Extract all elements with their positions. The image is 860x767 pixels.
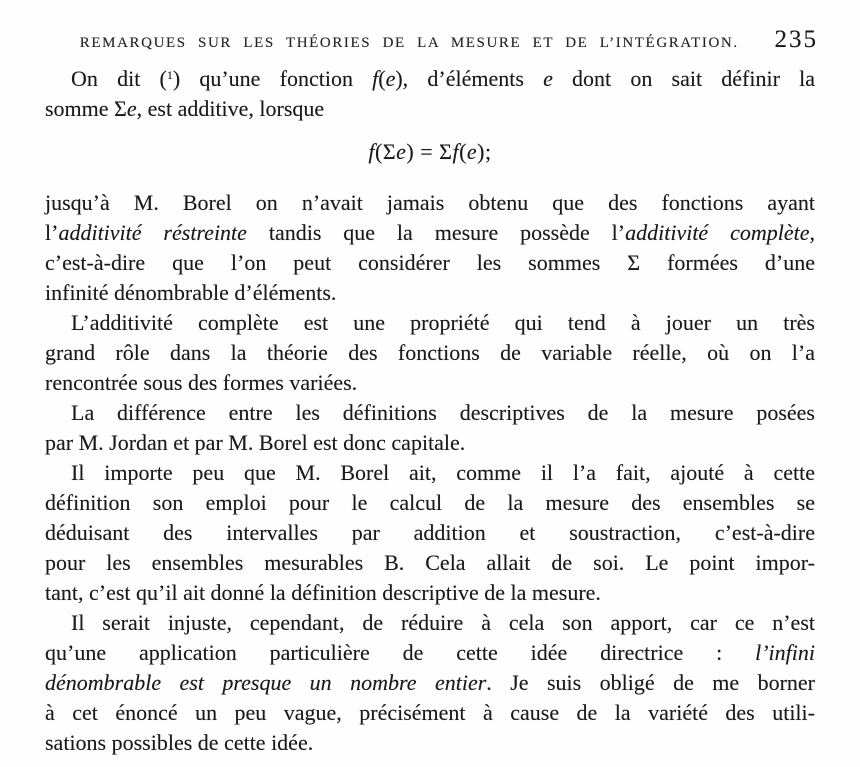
text-run: Il serait injuste, cependant, de réduire à cela son apport, car ce n’est [71,610,815,635]
text-line [45,278,815,308]
text-run: (Σ [375,139,397,164]
text-line [45,548,815,578]
text-run: par M. Jordan et par M. Borel est donc capitale. [45,430,466,455]
text-line [45,338,815,368]
italic-text-run: e [385,66,396,91]
text-line [45,728,815,758]
paragraph-propriete [45,308,815,398]
italic-text-run: dénombrable est presque un nombre entier [45,670,487,695]
text-run: ), d’éléments [395,66,544,91]
text-run: ( [459,139,467,164]
italic-text-run: additivité complète [625,220,810,245]
text-line [45,638,815,668]
text-run: sations possibles de cette idée. [45,730,314,755]
text-run: ) = Σ [406,139,453,164]
page-number: 235 [774,26,818,53]
text-line [45,218,815,248]
text-line [45,60,815,94]
text-run: tant, c’est qu’il ait donné la définition descriptive de la mesure. [45,580,601,605]
text-run: rencontrée sous des formes variées. [45,370,358,395]
paragraph-importe-peu [45,458,815,608]
paragraph-injuste [45,608,815,758]
italic-text-run: e [466,139,478,164]
paragraph-borel [45,188,815,308]
text-run: l’ [45,220,59,245]
text-run: Il importe peu que M. Borel ait, comme il l’a fait, ajouté à cette [71,460,815,485]
text-line [45,608,815,638]
text-run: à cet énoncé un peu vague, précisément à cause de la variété des utili- [45,700,815,725]
text-run: déduisant des intervalles par addition et soustraction, c’est-à-dire [45,520,815,545]
text-run: dont on sait définir la [552,66,815,91]
text-run: On dit ( [71,66,167,91]
text-run: jusqu’à M. Borel on n’avait jamais obtenu que des fonctions ayant [45,190,815,215]
text-line [45,698,815,728]
text-line [45,398,815,428]
text-line [45,248,815,278]
text-run: ( [378,66,386,91]
text-line [45,668,815,698]
text-run: La différence entre les définitions descriptives de la mesure posées [71,400,815,425]
text-run: infinité dénombrable d’éléments. [45,280,337,305]
text-run: tandis que la mesure possède l’ [246,220,626,245]
text-run: qu’une application particulière de cette idée directrice : [45,640,756,665]
italic-text-run: f [368,139,375,164]
text-run: grand rôle dans la théorie des fonctions de variable réelle, où on l’a [45,340,815,365]
italic-text-run: f [452,139,460,164]
text-line [45,94,815,124]
text-line [45,308,815,338]
text-run: , [809,220,815,245]
italic-text-run: e [126,96,137,121]
text-line [45,518,815,548]
formula-additivity [45,137,815,167]
italic-text-run: l’infini [755,640,815,665]
italic-text-run: e [543,66,553,91]
text-line [45,137,815,167]
text-line [45,368,815,398]
text-run: pour les ensembles mesurables B. Cela allait de soi. Le point impor- [45,550,815,575]
text-run: ) qu’une fonction [172,66,373,91]
text-run: ); [477,139,492,164]
italic-text-run: additivité réstreinte [58,220,247,245]
text-line [45,488,815,518]
paragraph-difference [45,398,815,458]
text-run: définition son emploi pour le calcul de la mesure des ensembles se [45,490,815,515]
page-header [62,26,818,54]
text-line [45,578,815,608]
text-line [45,188,815,218]
italic-text-run: f [372,66,379,91]
text-run: L’additivité complète est une propriété qui tend à jouer un très [71,310,815,335]
paragraph-intro [45,60,815,124]
text-line [45,428,815,458]
italic-text-run: e [396,139,407,164]
page-body [45,60,815,758]
text-run: c’est-à-dire que l’on peut considérer les sommes Σ formées d’une [45,250,815,275]
footnote-marker: 1 [166,68,173,82]
text-run: somme Σ [45,96,127,121]
text-run: , est additive, lorsque [136,96,325,121]
running-title: REMARQUES SUR LES THÉORIES DE LA MESURE ET DE L’INTÉGRATION. [79,35,739,51]
text-line [45,458,815,488]
text-run: . Je suis obligé de me borner [486,670,815,695]
